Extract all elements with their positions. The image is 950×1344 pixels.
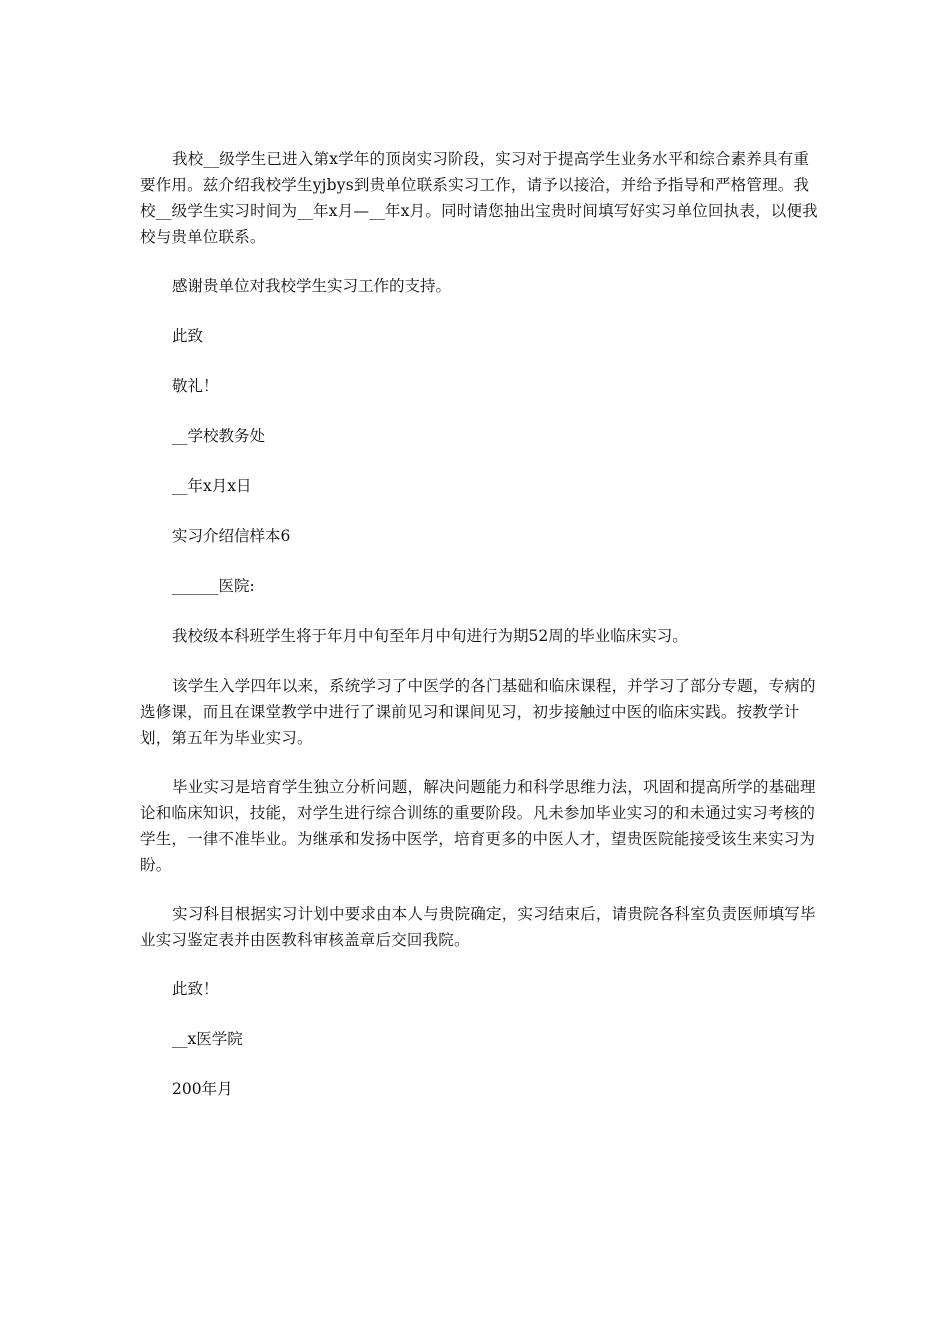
closing-regards: 敬礼！ bbox=[172, 377, 219, 395]
document-body bbox=[140, 146, 820, 1126]
paragraph-arrangement: 实习科目根据实习计划中要求由本人与贵院确定，实习结束后，请贵院各科室负责医师填写毕业实习鉴定表并由医教科审核盖章后交回我院。 bbox=[140, 905, 816, 949]
paragraph-thanks: 感谢贵单位对我校学生实习工作的支持。 bbox=[172, 277, 452, 295]
paragraph-background: 该学生入学四年以来，系统学习了中医学的各门基础和临床课程，并学习了部分专题，专病的选修课，而且在课堂教学中进行了课前见习和课间见习，初步接触过中医的临床实践。按教学计划，第五年为毕业实习。 bbox=[140, 677, 816, 747]
recipient-line: ______医院: bbox=[172, 577, 255, 595]
closing-salutation-2: 此致！ bbox=[172, 980, 219, 998]
signature-date-2: 200年月 bbox=[172, 1080, 233, 1098]
closing-salutation: 此致 bbox=[172, 327, 204, 345]
paragraph-intro: 我校__级学生已进入第x学年的顶岗实习阶段，实习对于提高学生业务水平和综合素养具有重要作用。兹介绍我校学生yjbys到贵单位联系实习工作，请予以接洽，并给予指导和严格管理。我校__级学生实习时间为__年x月—__年x月。同时请您抽出宝贵时间填写好实习单位回执表，以便我校与贵单位联系。 bbox=[140, 150, 818, 246]
paragraph-announcement: 我校级本科班学生将于年月中旬至年月中旬进行为期52周的毕业临床实习。 bbox=[172, 627, 688, 645]
paragraph-importance: 毕业实习是培育学生独立分析问题，解决问题能力和科学思维力法，巩固和提高所学的基础理论和临床知识，技能，对学生进行综合训练的重要阶段。凡未参加毕业实习的和未通过实习考核的学生，一律不准毕业。为继承和发扬中医学，培育更多的中医人才，望贵医院能接受该生来实习为盼。 bbox=[140, 778, 816, 874]
signature-date: __年x月x日 bbox=[172, 477, 252, 495]
signature-college: __x医学院 bbox=[172, 1030, 243, 1048]
signature-office: __学校教务处 bbox=[172, 427, 266, 445]
section-heading: 实习介绍信样本6 bbox=[172, 527, 291, 545]
